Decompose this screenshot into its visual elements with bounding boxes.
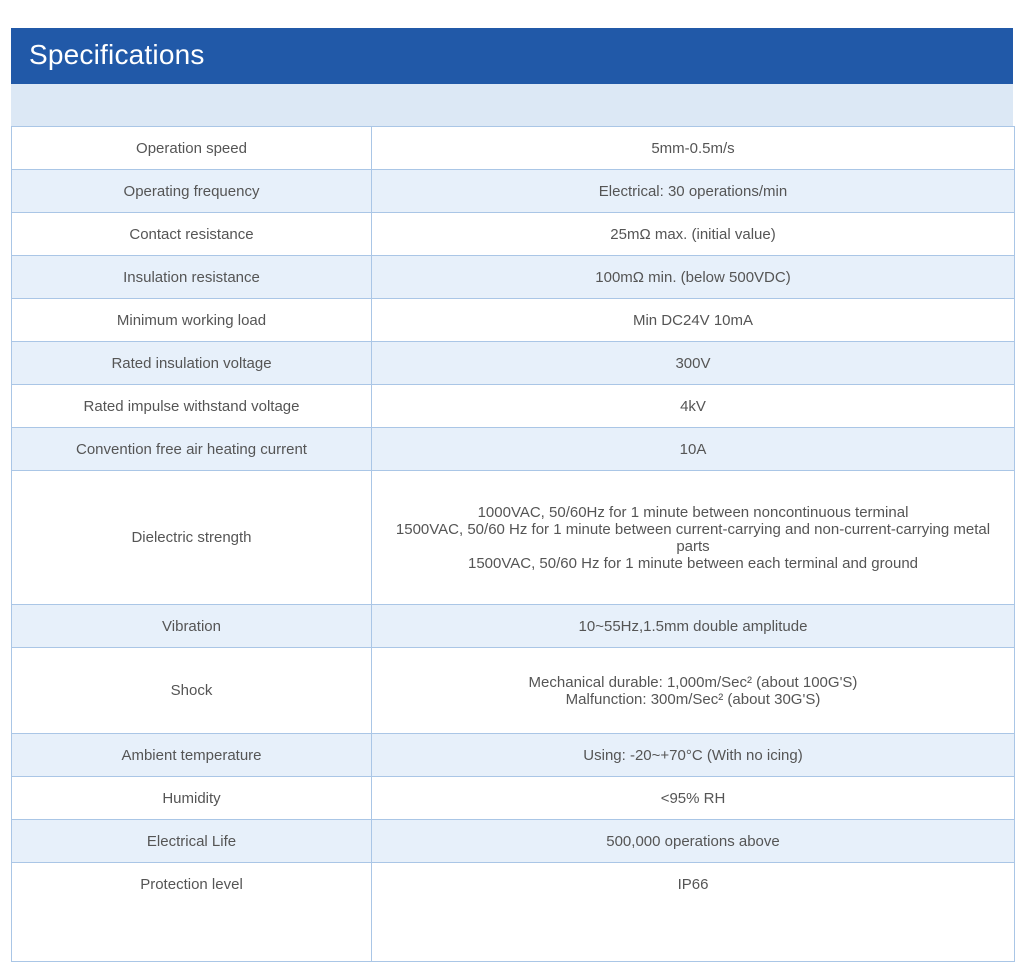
spec-label: Electrical Life xyxy=(12,820,372,863)
specifications-header xyxy=(11,28,1013,84)
spec-value: 100mΩ min. (below 500VDC) xyxy=(372,256,1015,299)
spec-value: 10A xyxy=(372,428,1015,471)
spec-value: IP66 xyxy=(372,863,1015,962)
spec-value: <95% RH xyxy=(372,777,1015,820)
table-row xyxy=(12,428,1015,471)
spec-value-line: Mechanical durable: 1,000m/Sec² (about 100G'S) xyxy=(528,673,858,691)
table-row xyxy=(12,342,1015,385)
table-row xyxy=(12,299,1015,342)
spec-label: Vibration xyxy=(12,605,372,648)
table-row xyxy=(12,170,1015,213)
table-row xyxy=(12,256,1015,299)
spec-value-line: Malfunction: 300m/Sec² (about 30G'S) xyxy=(565,690,821,708)
table-row xyxy=(12,471,1015,605)
spec-value: Using: -20~+70°C (With no icing) xyxy=(372,734,1015,777)
table-row xyxy=(12,213,1015,256)
spec-value: Min DC24V 10mA xyxy=(372,299,1015,342)
spec-label: Humidity xyxy=(12,777,372,820)
spec-label: Insulation resistance xyxy=(12,256,372,299)
spec-value-line: 1000VAC, 50/60Hz for 1 minute between noncontinuous terminal xyxy=(477,503,909,521)
table-row xyxy=(12,777,1015,820)
table-row xyxy=(12,605,1015,648)
spec-label: Minimum working load xyxy=(12,299,372,342)
spec-value: 500,000 operations above xyxy=(372,820,1015,863)
spec-label: Contact resistance xyxy=(12,213,372,256)
spec-value: 4kV xyxy=(372,385,1015,428)
spec-label: Ambient temperature xyxy=(12,734,372,777)
spec-label: Operating frequency xyxy=(12,170,372,213)
spec-label: Dielectric strength xyxy=(12,471,372,605)
spec-label: Protection level xyxy=(12,863,372,962)
spec-value: 5mm-0.5m/s xyxy=(372,127,1015,170)
spec-label: Rated impulse withstand voltage xyxy=(12,385,372,428)
spec-label: Convention free air heating current xyxy=(12,428,372,471)
table-row xyxy=(12,648,1015,734)
spec-value xyxy=(372,648,1015,734)
table-row xyxy=(12,385,1015,428)
spec-label: Rated insulation voltage xyxy=(12,342,372,385)
spec-label: Shock xyxy=(12,648,372,734)
table-row xyxy=(12,734,1015,777)
spec-value-line: 1500VAC, 50/60 Hz for 1 minute between each terminal and ground xyxy=(468,554,918,572)
header-subbar xyxy=(11,84,1013,126)
spec-value: Electrical: 30 operations/min xyxy=(372,170,1015,213)
spec-value: 300V xyxy=(372,342,1015,385)
table-row xyxy=(12,127,1015,170)
spec-value: 10~55Hz,1.5mm double amplitude xyxy=(372,605,1015,648)
spec-label: Operation speed xyxy=(12,127,372,170)
specifications-table xyxy=(11,126,1015,962)
spec-value: 25mΩ max. (initial value) xyxy=(372,213,1015,256)
spec-value xyxy=(372,471,1015,605)
page-title: Specifications xyxy=(29,39,205,70)
table-row xyxy=(12,863,1015,962)
spec-value-line: 1500VAC, 50/60 Hz for 1 minute between current-carrying and non-current-carrying metal parts xyxy=(395,520,991,555)
table-row xyxy=(12,820,1015,863)
